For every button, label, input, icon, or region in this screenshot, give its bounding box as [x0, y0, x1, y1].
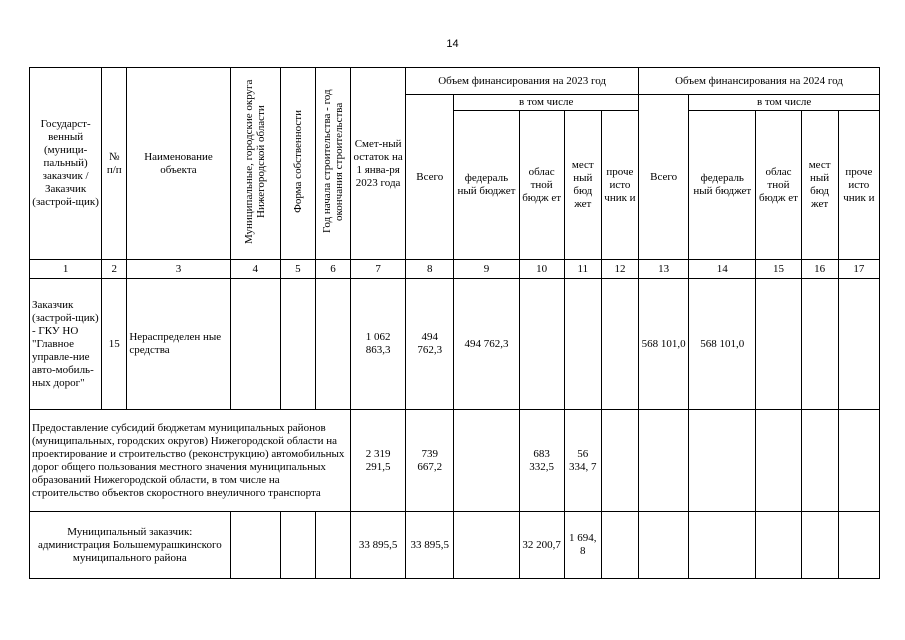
empty-cell [801, 410, 838, 512]
column-number-row [30, 260, 880, 279]
col-number: 11 [564, 260, 601, 279]
row-total-2023: 739 667,2 [406, 410, 454, 512]
empty-cell [280, 512, 315, 579]
row-federal-2024: 568 101,0 [689, 279, 756, 410]
col-number: 5 [280, 260, 315, 279]
empty-cell [454, 512, 519, 579]
table-row [30, 279, 880, 410]
header-federal-2023: федераль ный бюджет [454, 111, 519, 260]
header-years-cell [315, 68, 350, 260]
row-balance: 33 895,5 [351, 512, 406, 579]
header-total-2023: Всего [406, 95, 454, 260]
header-local-2024: мест ный бюд жет [801, 111, 838, 260]
row-num: 15 [102, 279, 127, 410]
col-number: 4 [230, 260, 280, 279]
col-number: 2 [102, 260, 127, 279]
empty-cell [756, 512, 801, 579]
empty-cell [801, 512, 838, 579]
row-regional-2023: 32 200,7 [519, 512, 564, 579]
header-regional-2024: облас тной бюдж ет [756, 111, 801, 260]
empty-cell [601, 279, 638, 410]
empty-cell [801, 279, 838, 410]
empty-cell [315, 512, 350, 579]
col-number: 9 [454, 260, 519, 279]
row-federal-2023: 494 762,3 [454, 279, 519, 410]
empty-cell [756, 279, 801, 410]
empty-cell [454, 410, 519, 512]
col-number: 6 [315, 260, 350, 279]
header-fin-2024: Объем финансирования на 2024 год [639, 68, 880, 95]
empty-cell [519, 279, 564, 410]
header-including-2023: в том числе [454, 95, 639, 111]
row-total-2023: 33 895,5 [406, 512, 454, 579]
empty-cell [639, 410, 689, 512]
empty-cell [756, 410, 801, 512]
col-number: 7 [351, 260, 406, 279]
col-number: 13 [639, 260, 689, 279]
header-object-name: Наименование объекта [127, 68, 230, 260]
header-local-2023: мест ный бюд жет [564, 111, 601, 260]
header-balance: Смет-ный остаток на 1 янва-ря 2023 года [351, 68, 406, 260]
financing-table [29, 67, 880, 579]
col-number: 8 [406, 260, 454, 279]
row-subsidy-text: Предоставление субсидий бюджетам муниципальных районов (муниципальных, городских округов) Нижегородской области на проектирование и строительство (реконструкцию) автомобильных дорог общего пользования местного значения муниципальных образований Нижегородской области, в том числе на строительство объектов скоростного внеуличного транспорта [30, 410, 351, 512]
col-number: 17 [838, 260, 879, 279]
header-ownership-cell [280, 68, 315, 260]
table-row [30, 512, 880, 579]
header-other-2024: проче исто чник и [838, 111, 879, 260]
header-fin-2023: Объем финансирования на 2023 год [406, 68, 639, 95]
col-number: 14 [689, 260, 756, 279]
empty-cell [689, 512, 756, 579]
empty-cell [315, 279, 350, 410]
col-number: 1 [30, 260, 102, 279]
header-other-2023: проче исто чник и [601, 111, 638, 260]
empty-cell [601, 512, 638, 579]
header-ownership: Форма собственности [291, 110, 304, 213]
row-total-2023: 494 762,3 [406, 279, 454, 410]
empty-cell [601, 410, 638, 512]
row-municipal-customer: Муниципальный заказчик: администрация Большемурашкинского муниципального района [30, 512, 231, 579]
header-including-2024: в том числе [689, 95, 880, 111]
empty-cell [280, 279, 315, 410]
header-years: Год начала строительства - год окончания строительства [320, 89, 345, 234]
header-regional-2023: облас тной бюдж ет [519, 111, 564, 260]
row-balance: 1 062 863,3 [351, 279, 406, 410]
table-row [30, 410, 880, 512]
row-balance: 2 319 291,5 [351, 410, 406, 512]
empty-cell [838, 279, 879, 410]
empty-cell [564, 279, 601, 410]
header-municipality: Муниципальные, городские округа Нижегородской области [243, 79, 268, 244]
col-number: 15 [756, 260, 801, 279]
row-local-2023: 1 694, 8 [564, 512, 601, 579]
row-total-2024: 568 101,0 [639, 279, 689, 410]
row-object-name: Нераспределен ные средства [127, 279, 230, 410]
row-local-2023: 56 334, 7 [564, 410, 601, 512]
row-customer: Заказчик (застрой-щик) - ГКУ НО "Главное управле-ние авто-мобиль-ных дорог" [30, 279, 102, 410]
header-customer: Государст-венный (муници-пальный) заказчик / Заказчик (застрой-щик) [30, 68, 102, 260]
empty-cell [639, 512, 689, 579]
col-number: 12 [601, 260, 638, 279]
empty-cell [230, 512, 280, 579]
empty-cell [689, 410, 756, 512]
col-number: 10 [519, 260, 564, 279]
col-number: 16 [801, 260, 838, 279]
header-total-2024: Всего [639, 95, 689, 260]
header-federal-2024: федераль ный бюджет [689, 111, 756, 260]
row-regional-2023: 683 332,5 [519, 410, 564, 512]
empty-cell [230, 279, 280, 410]
col-number: 3 [127, 260, 230, 279]
empty-cell [838, 410, 879, 512]
header-municipality-cell [230, 68, 280, 260]
empty-cell [838, 512, 879, 579]
header-num: № п/п [102, 68, 127, 260]
page-number: 14 [446, 38, 459, 50]
